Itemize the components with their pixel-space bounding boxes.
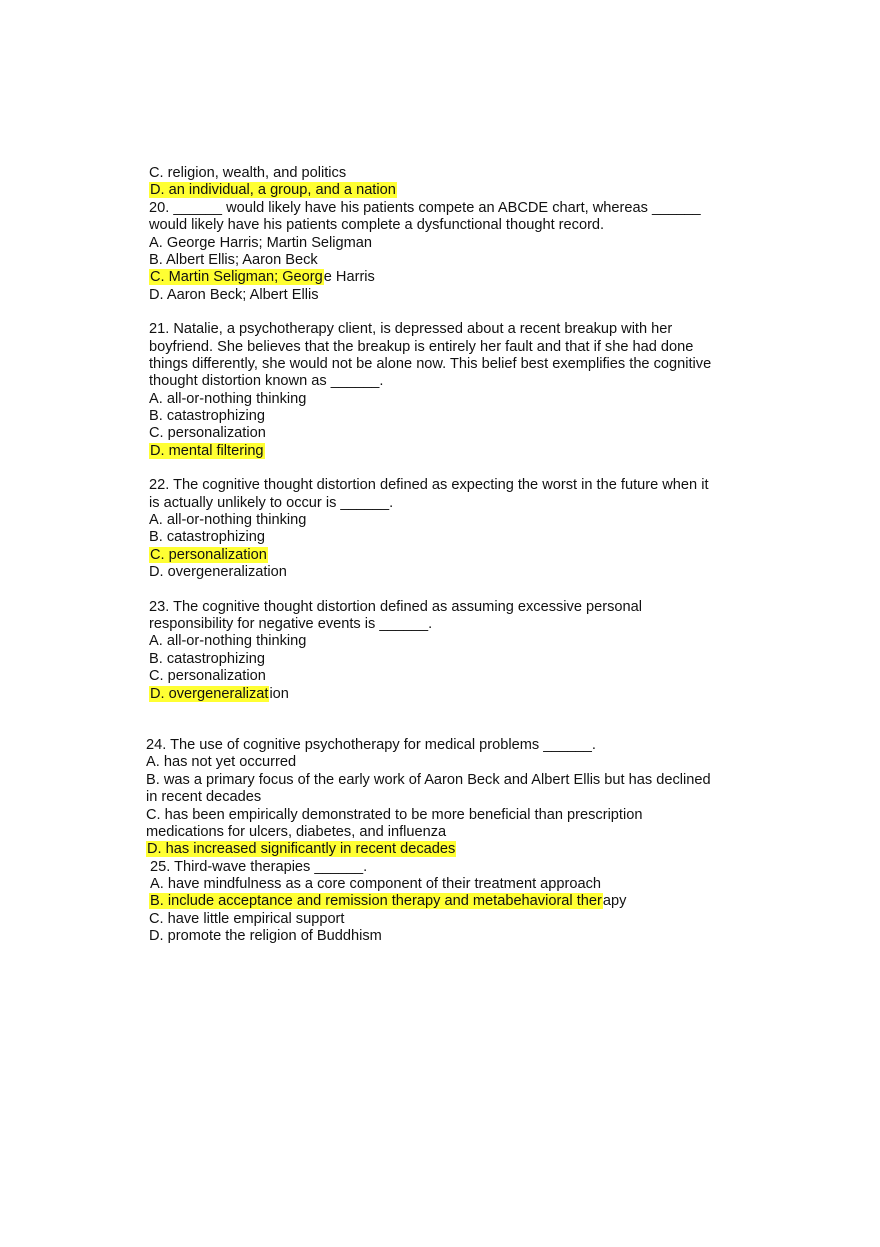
q20-stem-line2: would likely have his patients complete a dysfunctional thought record.: [149, 217, 605, 234]
answer-highlight: B. include acceptance and remission therapy and metabehavioral ther: [150, 893, 602, 910]
q19-option-d: [149, 182, 749, 199]
q21-stem-line2: boyfriend. She believes that the breakup is entirely her fault and that if she had done: [149, 338, 694, 355]
q20-stem-line1: 20. ______ would likely have his patients compete an ABCDE chart, whereas ______: [149, 199, 701, 216]
q25-option-b-rest: apy: [602, 893, 627, 910]
q23-stem-line2: responsibility for negative events is ______.: [149, 615, 433, 632]
q23-option-d: [149, 686, 749, 703]
q21-stem-line4: thought distortion known as ______.: [149, 373, 384, 390]
q22-option-d: D. overgeneralization: [149, 564, 287, 581]
q20-option-d: D. Aaron Beck; Albert Ellis: [149, 286, 319, 303]
answer-highlight: D. mental filtering: [150, 442, 264, 459]
q21-option-b: B. catastrophizing: [149, 408, 266, 425]
q22-stem-line2: is actually unlikely to occur is ______.: [149, 494, 394, 511]
spacer: [149, 582, 749, 599]
q23-option-c: C. personalization: [149, 668, 266, 685]
q24-stem: 24. The use of cognitive psychotherapy for medical problems ______.: [146, 736, 596, 753]
answer-highlight: D. overgeneralizat: [150, 685, 269, 702]
quiz-content: [146, 165, 749, 946]
q21-option-c: C. personalization: [149, 425, 266, 442]
q24-option-b-line1: B. was a primary focus of the early work of Aaron Beck and Albert Ellis but has declined: [146, 771, 711, 788]
q19-option-c: C. religion, wealth, and politics: [149, 165, 347, 181]
q22-stem-line1: 22. The cognitive thought distortion defined as expecting the worst in the future when it: [149, 477, 709, 494]
q20-option-a: A. George Harris; Martin Seligman: [149, 234, 373, 251]
spacer: [149, 703, 749, 737]
q24-option-c-line2: medications for ulcers, diabetes, and influenza: [146, 823, 447, 840]
q23-option-a: A. all-or-nothing thinking: [149, 633, 307, 650]
q20-option-c: [149, 269, 749, 286]
q21-stem-line1: 21. Natalie, a psychotherapy client, is depressed about a recent breakup with her: [149, 321, 673, 338]
q24-option-d: [146, 841, 749, 858]
answer-highlight: D. has increased significantly in recent decades: [147, 841, 456, 858]
spacer: [149, 460, 749, 477]
q25-option-c: C. have little empirical support: [149, 910, 345, 927]
q25-option-b: [149, 893, 749, 910]
q24-option-a: A. has not yet occurred: [146, 754, 297, 771]
q23-option-b: B. catastrophizing: [149, 650, 266, 667]
answer-highlight: C. Martin Seligman; Georg: [150, 269, 323, 286]
q25-stem: 25. Third-wave therapies ______.: [150, 858, 368, 875]
q25-option-a: A. have mindfulness as a core component of their treatment approach: [150, 876, 602, 893]
q23-stem-line1: 23. The cognitive thought distortion defined as assuming excessive personal: [149, 598, 642, 615]
q23-option-d-rest: ion: [269, 685, 289, 702]
answer-highlight: D. an individual, a group, and a nation: [150, 182, 396, 199]
q21-stem-line3: things differently, she would not be alone now. This belief best exemplifies the cognitive: [149, 355, 712, 372]
spacer: [149, 304, 749, 321]
q25-option-d: D. promote the religion of Buddhism: [149, 928, 382, 945]
q24-option-b-line2: in recent decades: [146, 789, 262, 806]
q21-option-d: [149, 443, 749, 460]
q20-option-c-rest: e Harris: [323, 269, 375, 286]
q22-option-b: B. catastrophizing: [149, 529, 266, 546]
q22-option-c: [149, 547, 749, 564]
q22-option-a: A. all-or-nothing thinking: [149, 512, 307, 529]
answer-highlight: C. personalization: [150, 546, 267, 563]
q20-option-b: B. Albert Ellis; Aaron Beck: [149, 251, 318, 268]
q21-option-a: A. all-or-nothing thinking: [149, 390, 307, 407]
q24-option-c-line1: C. has been empirically demonstrated to be more beneficial than prescription: [146, 806, 643, 823]
